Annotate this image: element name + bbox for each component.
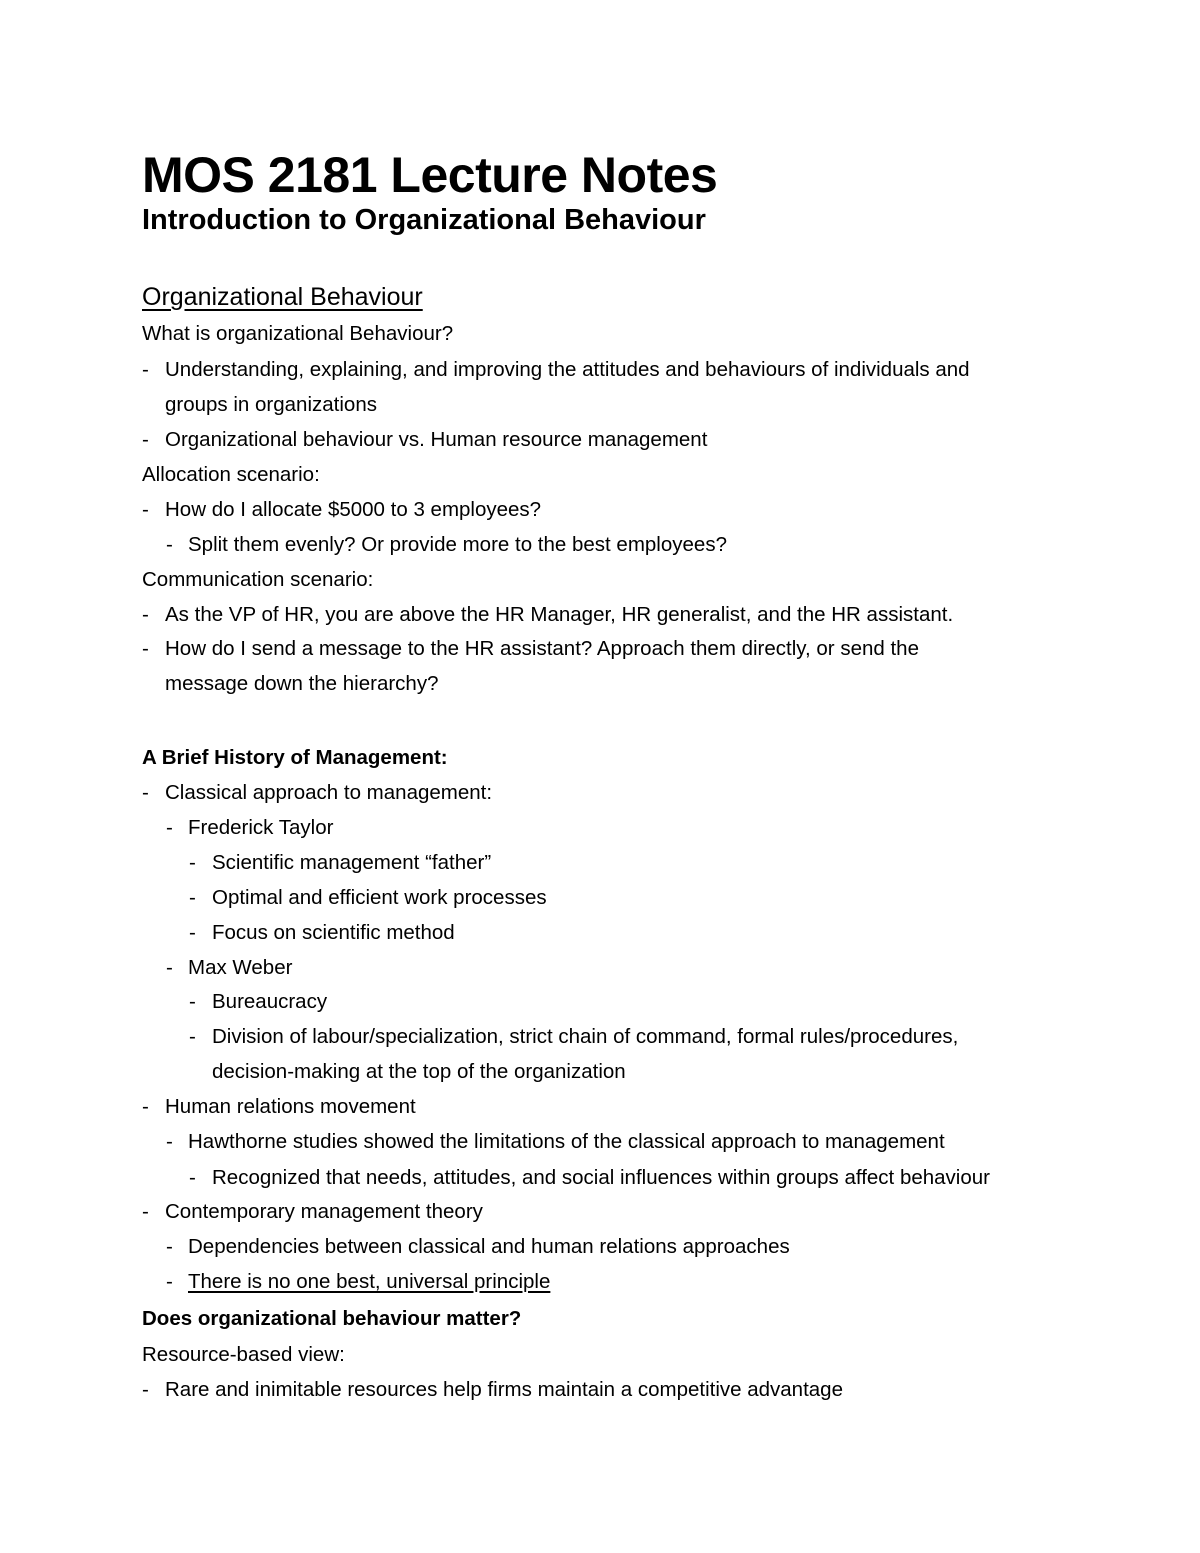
section-heading-history: A Brief History of Management:: [142, 746, 448, 769]
allocation-label: Allocation scenario:: [142, 463, 320, 486]
section-heading-does-ob-matter: Does organizational behaviour matter?: [142, 1307, 522, 1330]
sub-sub-bullet-text-continued: decision-making at the top of the organization: [212, 1060, 626, 1083]
bullet-dash: -: [142, 603, 149, 626]
bullet-dash: -: [166, 1270, 173, 1293]
bullet-text: Organizational behaviour vs. Human resource management: [165, 428, 708, 451]
bullet-dash: -: [189, 851, 196, 874]
bullet-dash: -: [189, 1025, 196, 1048]
sub-sub-bullet-text: Focus on scientific method: [212, 921, 455, 944]
sub-sub-bullet-text: Optimal and efficient work processes: [212, 886, 547, 909]
communication-label: Communication scenario:: [142, 568, 374, 591]
bullet-text-continued: groups in organizations: [165, 393, 377, 416]
bullet-dash: -: [142, 428, 149, 451]
bullet-dash: -: [189, 1166, 196, 1189]
rbv-label: Resource-based view:: [142, 1343, 345, 1366]
sub-sub-bullet-text: Division of labour/specialization, strict chain of command, formal rules/procedures,: [212, 1025, 959, 1048]
sub-sub-bullet-text: Bureaucracy: [212, 990, 328, 1013]
bullet-dash: -: [166, 1130, 173, 1153]
document-title: MOS 2181 Lecture Notes: [142, 147, 718, 203]
sub-sub-bullet-text: Scientific management “father”: [212, 851, 492, 874]
bullet-dash: -: [142, 498, 149, 521]
bullet-dash: -: [142, 637, 149, 660]
bullet-text: Understanding, explaining, and improving the attitudes and behaviours of individuals and: [165, 358, 970, 381]
bullet-dash: -: [142, 1200, 149, 1223]
sub-bullet-text-underlined: There is no one best, universal principle: [188, 1270, 551, 1293]
bullet-dash: -: [166, 533, 173, 556]
document-subtitle: Introduction to Organizational Behaviour: [142, 204, 706, 236]
bullet-text: How do I send a message to the HR assistant? Approach them directly, or send the: [165, 637, 919, 660]
bullet-text: Rare and inimitable resources help firms maintain a competitive advantage: [165, 1378, 843, 1401]
sub-sub-bullet-text: Recognized that needs, attitudes, and social influences within groups affect behaviour: [212, 1166, 990, 1189]
sub-bullet-text: Dependencies between classical and human relations approaches: [188, 1235, 790, 1258]
bullet-text: As the VP of HR, you are above the HR Manager, HR generalist, and the HR assistant.: [165, 603, 954, 626]
bullet-text: How do I allocate $5000 to 3 employees?: [165, 498, 542, 521]
bullet-text: Classical approach to management:: [165, 781, 493, 804]
sub-bullet-text: Split them evenly? Or provide more to the best employees?: [188, 533, 727, 556]
bullet-dash: -: [142, 781, 149, 804]
bullet-dash: -: [142, 1095, 149, 1118]
bullet-dash: -: [166, 1235, 173, 1258]
bullet-dash: -: [166, 816, 173, 839]
bullet-text: Contemporary management theory: [165, 1200, 483, 1223]
bullet-dash: -: [142, 1378, 149, 1401]
question-text: What is organizational Behaviour?: [142, 322, 454, 345]
bullet-dash: -: [189, 921, 196, 944]
bullet-dash: -: [189, 886, 196, 909]
bullet-text-continued: message down the hierarchy?: [165, 672, 439, 695]
sub-bullet-text: Frederick Taylor: [188, 816, 334, 839]
bullet-dash: -: [142, 358, 149, 381]
sub-bullet-text: Max Weber: [188, 956, 293, 979]
sub-bullet-text: Hawthorne studies showed the limitations of the classical approach to management: [188, 1130, 945, 1153]
section-heading-organizational-behaviour: Organizational Behaviour: [142, 283, 423, 311]
bullet-dash: -: [166, 956, 173, 979]
bullet-dash: -: [189, 990, 196, 1013]
bullet-text: Human relations movement: [165, 1095, 416, 1118]
